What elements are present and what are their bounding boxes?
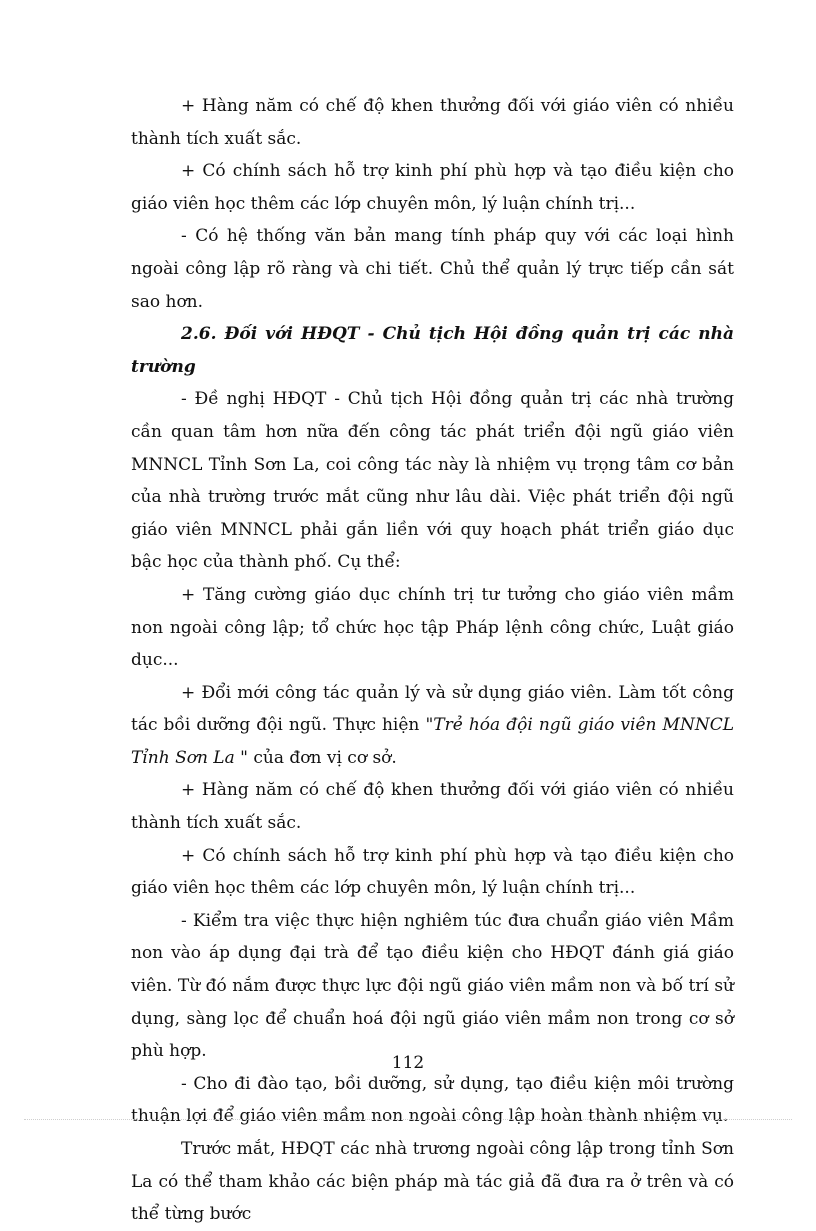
paragraph-funding-1: + Có chính sách hỗ trợ kinh phí phù hợp và tạo điều kiện cho giáo viên học thêm các lớp chuyên môn, lý luận chính trị... bbox=[131, 161, 734, 214]
page-number: 112 bbox=[391, 1053, 425, 1073]
paragraph-training: - Cho đi đào tạo, bồi dưỡng, sử dụng, tạo điều kiện môi trường thuận lợi để giáo viên mầm non ngoài công lập hoàn thành nhiệm vụ. bbox=[131, 1073, 734, 1127]
paragraph-conclusion: Trước mắt, HĐQT các nhà trương ngoài công lập trong tỉnh Sơn La có thể tham khảo các biện pháp mà tác giả đã đưa ra ở trên và có thể từng bước bbox=[131, 1139, 734, 1225]
management-reform-text: + Đổi mới công tác quản lý và sử dụng giáo viên. Làm tốt công tác bồi dưỡng đội ngũ. Thực hiện bbox=[131, 682, 734, 736]
page-bottom-divider bbox=[24, 1119, 792, 1120]
quoted-program-title: "Trẻ hóa đội ngũ giáo viên MNNCL Tỉnh Sơn La " bbox=[131, 715, 734, 768]
management-reform-tail: của đơn vị cơ sở. bbox=[247, 747, 397, 768]
section-heading-2-6: 2.6. Đối với HĐQT - Chủ tịch Hội đồng quản trị các nhà trường bbox=[131, 324, 734, 377]
paragraph-standards-check: - Kiểm tra việc thực hiện nghiêm túc đưa chuẩn giáo viên Mầm non vào áp dụng đại trà để tạo điều kiện cho HĐQT đánh giá giáo viên. Từ đó nắm được thực lực đội ngũ giáo viên mầm non và bố trí sử dụng, sàng lọc để chuẩn hoá đội ngũ giáo viên mầm non trong cơ sở phù hợp. bbox=[131, 910, 734, 1062]
paragraph-funding-2: + Có chính sách hỗ trợ kinh phí phù hợp và tạo điều kiện cho giáo viên học thêm các lớp chuyên môn, lý luận chính trị... bbox=[131, 845, 734, 899]
paragraph-management-reform bbox=[131, 677, 734, 775]
paragraph-reward-2: + Hàng năm có chế độ khen thưởng đối với giáo viên có nhiều thành tích xuất sắc. bbox=[131, 780, 734, 834]
paragraph-political-education: + Tăng cường giáo dục chính trị tư tưởng cho giáo viên mầm non ngoài công lập; tổ chức học tập Pháp lệnh công chức, Luật giáo dục... bbox=[131, 584, 734, 671]
paragraph-hdqt-proposal: - Đề nghị HĐQT - Chủ tịch Hội đồng quản trị các nhà trường cần quan tâm hơn nữa đến công tác phát triển đội ngũ giáo viên MNNCL Tỉnh Sơn La, coi công tác này là nhiệm vụ trọng tâm cơ bản của nhà trường trước mắt cũng như lâu dài. Việc phát triển đội ngũ giáo viên MNNCL phải gắn liền với quy hoạch phát triển giáo dục bậc học của thành phố. Cụ thể: bbox=[131, 389, 734, 573]
paragraph-reward-1: + Hàng năm có chế độ khen thưởng đối với giáo viên có nhiều thành tích xuất sắc. bbox=[131, 96, 734, 149]
paragraph-legal-documents: - Có hệ thống văn bản mang tính pháp quy với các loại hình ngoài công lập rõ ràng và chi tiết. Chủ thể quản lý trực tiếp cần sát sao hơn. bbox=[131, 226, 734, 312]
